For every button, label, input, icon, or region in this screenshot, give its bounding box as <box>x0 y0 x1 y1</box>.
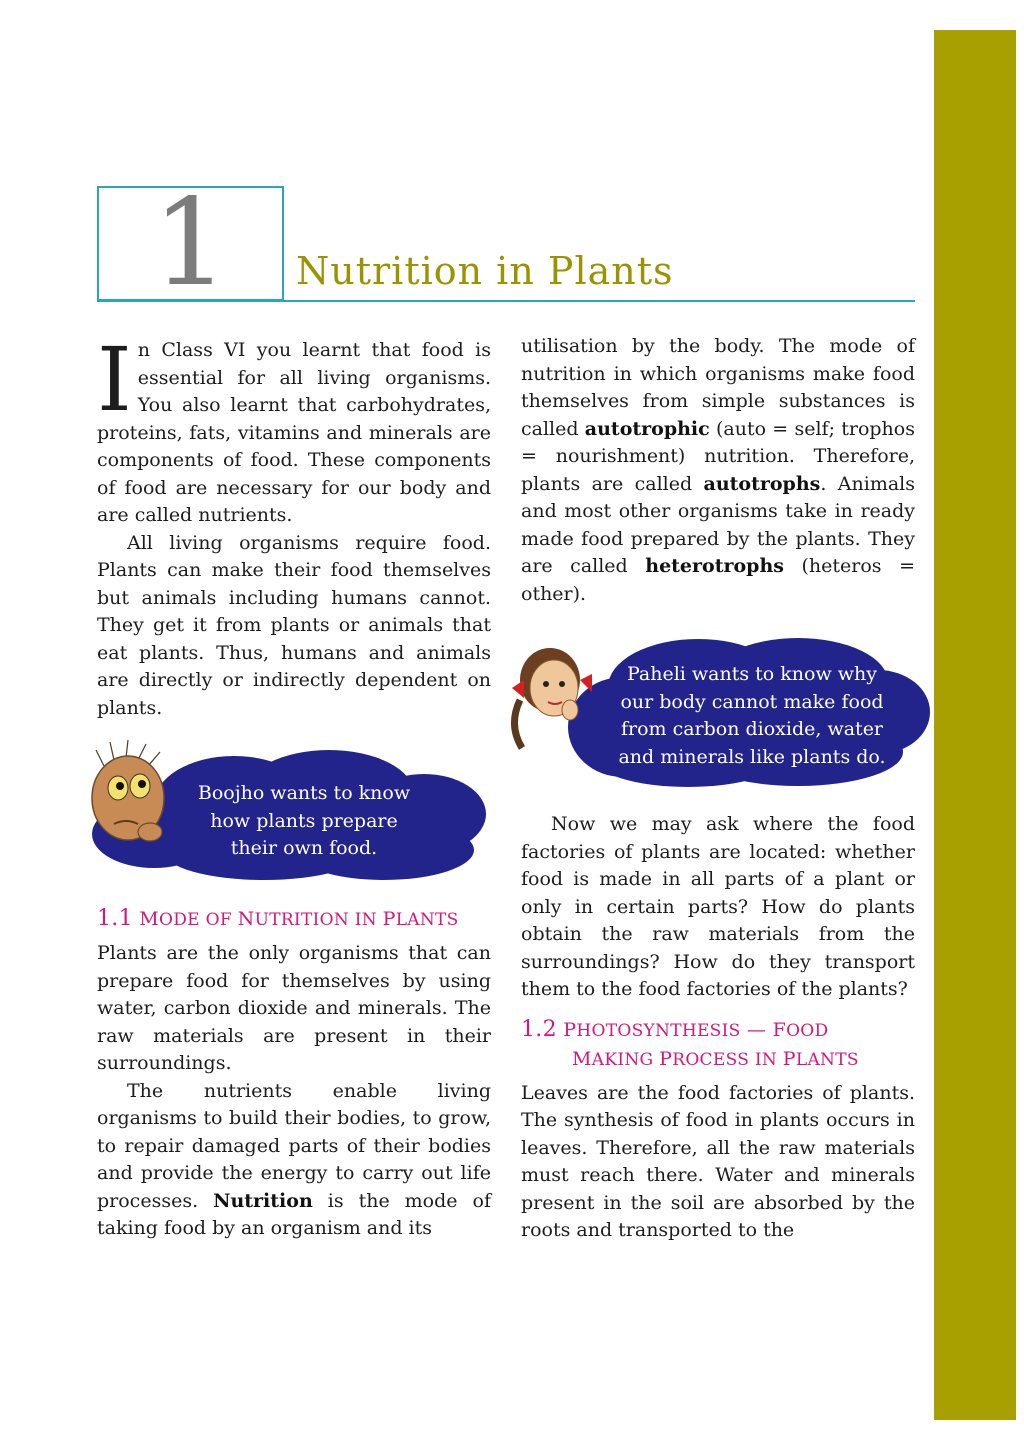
food-factories-paragraph: Now we may ask where the food factories of plants are located: whether food is made in all parts of a plant or only in certain parts? How do plants obtain the raw materials from the surroundings? How do they transport them to the food factories of the plants? <box>521 813 915 1000</box>
left-column <box>97 328 491 722</box>
section-heading-1-1: 1.1 MODE OF NUTRITION IN PLANTS <box>97 906 459 931</box>
intro-paragraph-2: All living organisms require food. Plants can make their food themselves but animals including humans cannot. They get it from plants or animals that eat plants. Thus, humans and animals are directly or indirectly dependent on plants. <box>97 531 491 719</box>
title-underline <box>284 300 915 302</box>
section-1-1-paragraph-1: Plants are the only organisms that can prepare food for themselves by using water, carbon dioxide and minerals. The raw materials are present in their surroundings. <box>97 942 491 1074</box>
paheli-character-icon <box>500 640 595 755</box>
right-column-bottom <box>521 811 915 1245</box>
section-1-1-paragraph-2: The nutrients enable living organisms to build their bodies, to grow, to repair damaged parts of their bodies and provide the energy to carry out life processes. Nutrition is the mode of taking food by an organism and its <box>97 1079 491 1239</box>
paheli-text: Paheli wants to know why our body cannot make food from carbon dioxide, water and minerals like plants do. <box>618 663 886 768</box>
chapter-number-box <box>97 174 284 313</box>
side-color-band <box>934 30 1016 1420</box>
paheli-callout <box>498 632 934 792</box>
chapter-title: Nutrition in Plants <box>296 249 674 293</box>
leaves-paragraph: Leaves are the food factories of plants. The synthesis of food in plants occurs in leaves. Therefore, all the raw materials must reach there. Water and minerals present in the soil are absorbed by the roots and transported to the <box>521 1081 915 1241</box>
autotroph-paragraph: utilisation by the body. The mode of nutrition in which organisms make food themselves from simple substances is called autotrophic (auto = self; trophos = nourishment) nutrition. Therefore, plants are called autotrophs. Animals and most other organisms take in ready made food prepared by the plants. They are called heterotrophs (heteros = other). <box>521 335 915 605</box>
right-column-top <box>521 333 915 608</box>
boojho-text: Boojho wants to know how plants prepare their own food. <box>197 782 411 859</box>
chapter-number: 1 <box>152 174 229 313</box>
boojho-character-icon <box>84 736 180 856</box>
boojho-callout <box>84 742 494 882</box>
intro-paragraph-1: In Class VI you learnt that food is essential for all living organisms. You also learnt that carbohydrates, proteins, fats, vitamins and minerals are components of food. These components of food are necessary for our body and are called nutrients. <box>97 328 491 526</box>
drop-cap: I <box>97 328 132 431</box>
section-1-1 <box>97 905 491 1243</box>
section-heading-1-2: 1.2 PHOTOSYNTHESIS — FOOD MAKING PROCESS IN PLANTS <box>521 1016 859 1070</box>
